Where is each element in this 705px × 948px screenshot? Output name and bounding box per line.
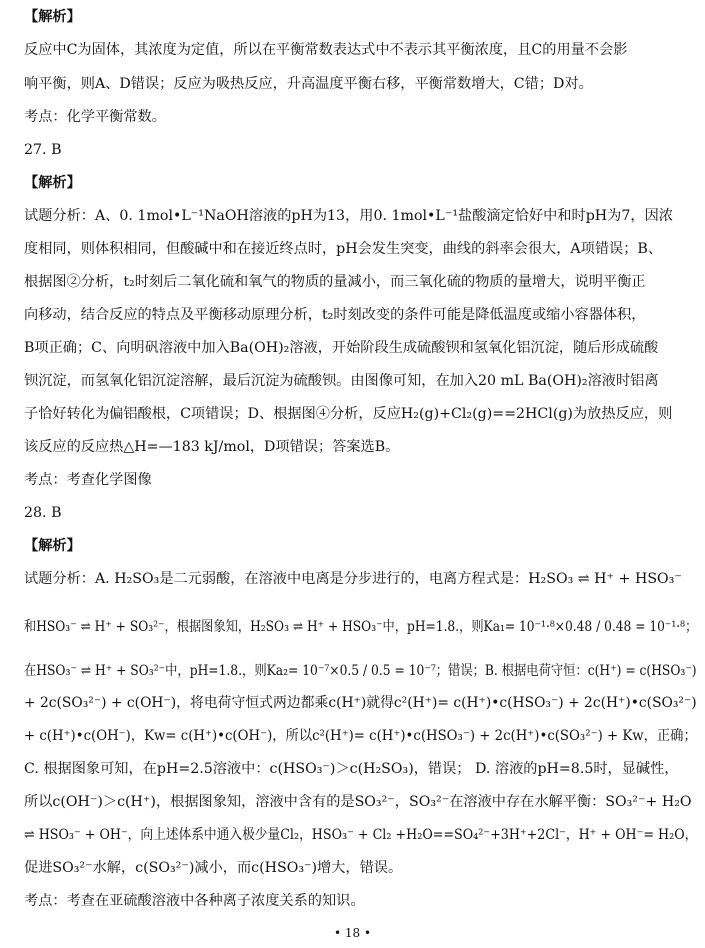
line-26: 促进SO₃²⁻水解，c(SO₃²⁻)减小，而c(HSO₃⁻)增大，错误。 [24, 860, 403, 876]
line-21: + 2c(SO₃²⁻) + c(OH⁻)，将电荷守恒式两边都乘c(H⁺)就得c²(H⁺)= c(H⁺)•c(HSO₃⁻) + 2c(H⁺)•c(SO₃²⁻) [24, 695, 697, 711]
line-18: 试题分析：A. H₂SO₃是二元弱酸，在溶液中电离是分步进行的，电离方程式是：H₂SO₃ ⇌ H⁺ + HSO₃⁻ [24, 571, 682, 587]
line-3: 响平衡，则A、D错误；反应为吸热反应，升高温度平衡右移，平衡常数增大，C错；D对。 [24, 76, 593, 92]
line-5: 27. B [24, 142, 62, 158]
line-12: 钡沉淀，而氢氧化铝沉淀溶解，最后沉淀为硫酸钡。由图像可知，在加入20 mL Ba(OH)₂溶液时铝离 [24, 373, 659, 389]
line-19: 和HSO₃⁻ ⇌ H⁺ + SO₃²⁻，根据图象知，H₂SO₃ ⇌ H⁺ + HSO₃⁻中，pH=1.8.，则Ka₁= 10⁻¹·⁸×0.48 / 0.48 = 10⁻¹·⁸； [24, 619, 698, 635]
line-15: 考点：考查化学图像 [24, 472, 152, 488]
line-11: B项正确；C、向明矾溶液中加入Ba(OH)₂溶液，开始阶段生成硫酸钡和氢氧化铝沉淀，随后形成硫酸 [24, 340, 659, 356]
line-23: C. 根据图象可知，在pH=2.5溶液中：c(HSO₃⁻)＞c(H₂SO₃)，错误； D. 溶液的pH=8.5时，显碱性， [24, 761, 679, 777]
line-4: 考点：化学平衡常数。 [24, 109, 166, 125]
line-22: + c(H⁺)•c(OH⁻)，Kw= c(H⁺)•c(OH⁻)，所以c²(H⁺)= c(H⁺)•c(HSO₃⁻) + 2c(H⁺)•c(SO₃²⁻) + Kw，正确； [24, 728, 697, 744]
line-1: 【解析】 [24, 9, 81, 25]
line-6: 【解析】 [24, 175, 81, 191]
line-2: 反应中C为固体，其浓度为定值，所以在平衡常数表达式中不表示其平衡浓度，且C的用量不会影 [24, 42, 628, 58]
line-9: 根据图②分析，t₂时刻后二氧化硫和氧气的物质的量减小，而三氧化硫的物质的量增大，说明平衡正 [24, 274, 646, 290]
line-25: ⇌ HSO₃⁻ + OH⁻，向上述体系中通入极少量Cl₂，HSO₃⁻ + Cl₂ +H₂O==SO₄²⁻+3H⁺+2Cl⁻，H⁺ + OH⁻= H₂O， [24, 827, 698, 843]
line-16: 28. B [24, 505, 62, 521]
line-8: 度相同，则体积相同，但酸碱中和在接近终点时，pH会发生突变，曲线的斜率会很大，A项错误；B、 [24, 241, 663, 257]
line-24: 所以c(OH⁻)＞c(H⁺)，根据图象知，溶液中含有的是SO₃²⁻，SO₃²⁻在溶液中存在水解平衡：SO₃²⁻+ H₂O [24, 794, 692, 810]
line-10: 向移动，结合反应的特点及平衡移动原理分析，t₂时刻改变的条件可能是降低温度或缩小容器体积， [24, 307, 646, 323]
line-7: 试题分析：A、0. 1mol•L⁻¹NaOH溶液的pH为13，用0. 1mol•L⁻¹盐酸滴定恰好中和时pH为7，因浓 [24, 208, 673, 224]
line-20: 在HSO₃⁻ ⇌ H⁺ + SO₃²⁻中，pH=1.8.，则Ka₂= 10⁻⁷×0.5 / 0.5 = 10⁻⁷；错误；B. 根据电荷守恒：c(H⁺) = c(HSO₃⁻) [24, 663, 697, 679]
line-14: 该反应的反应热△H=—183 kJ/mol，D项错误；答案选B。 [24, 439, 400, 455]
page-number: • 18 • [333, 926, 372, 940]
line-27: 考点：考查在亚硫酸溶液中各种离子浓度关系的知识。 [24, 893, 365, 909]
line-13: 子恰好转化为偏铝酸根，C项错误；D、根据图④分析，反应H₂(g)+Cl₂(g)==2HCl(g)为放热反应，则 [24, 406, 673, 422]
line-17: 【解析】 [24, 538, 81, 554]
